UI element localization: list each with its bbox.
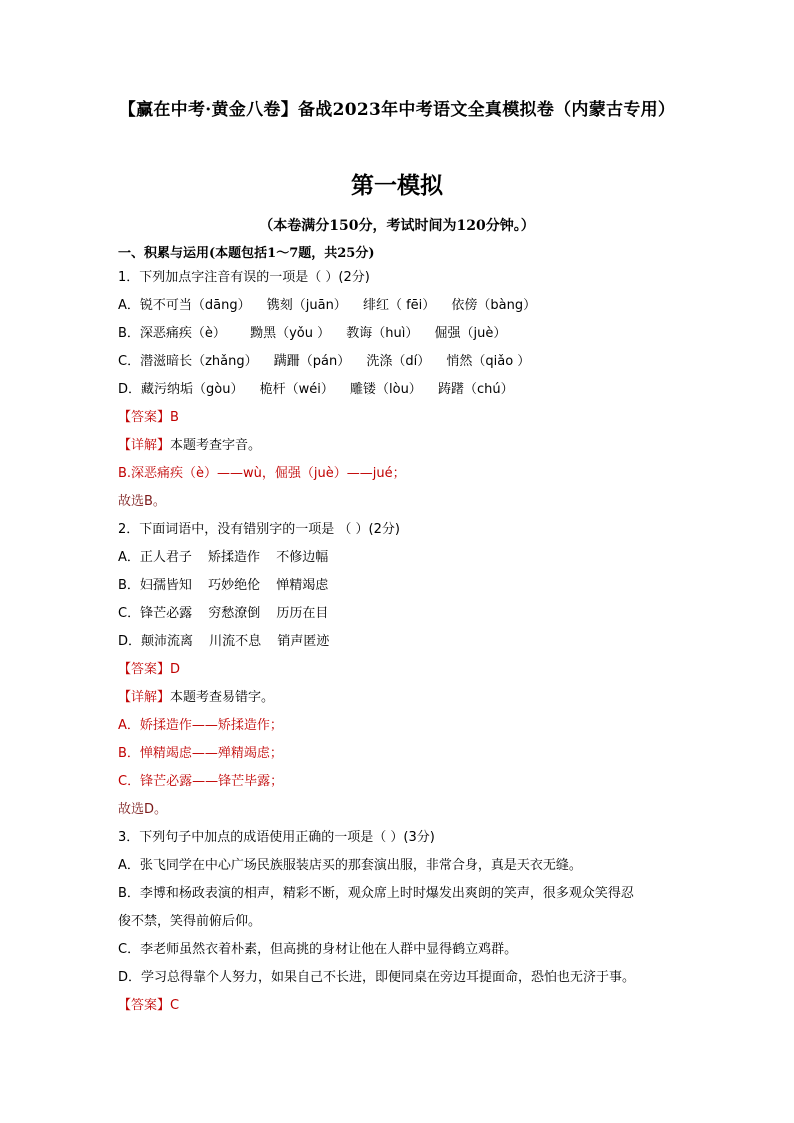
q2-option-a — [118, 544, 680, 572]
q2-a-item-3: 不修边幅 — [276, 550, 329, 565]
q2-c-item-3: 历历在目 — [276, 606, 329, 621]
exam-content — [118, 240, 680, 1020]
q1-detail — [118, 432, 680, 460]
section-title: 一、积累与运用(本题包括1～7题，共25分) — [118, 246, 375, 261]
q2-option-c — [118, 600, 680, 628]
q2-a-item-1: A．正人君子 — [118, 550, 192, 565]
q2-answer — [118, 656, 680, 684]
q1-option-a — [118, 292, 680, 320]
q1-option-b — [118, 320, 680, 348]
q3-option-c: C．李老师虽然衣着朴素，但高挑的身材让他在人群中显得鹤立鸡群。 — [118, 942, 518, 957]
q3-option-b-line2: 俊不禁，笑得前俯后仰。 — [118, 914, 262, 929]
q1-c-item-1: C．潜滋暗长（zhǎng） — [118, 354, 258, 369]
q2-b-item-3: 惮精竭虑 — [276, 578, 329, 593]
q2-d-item-3: 销声匿迹 — [277, 634, 330, 649]
q2-d-item-2: 川流不息 — [209, 634, 262, 649]
q3-answer — [118, 992, 680, 1020]
q2-option-b — [118, 572, 680, 600]
answer-label: 【答案】 — [118, 662, 171, 677]
detail-text: 本题考查易错字。 — [170, 690, 275, 705]
q1-b-item-3: 教诲（huì） — [346, 326, 419, 341]
q1-d-item-4: 踌躇（chú） — [437, 382, 514, 397]
answer-label: 【答案】 — [118, 410, 171, 425]
q2-conclusion: 故选D。 — [118, 802, 168, 817]
q1-c-item-4: 悄然（qiǎo ） — [446, 354, 531, 369]
answer-value: B — [170, 410, 179, 425]
q1-conclusion: 故选B。 — [118, 494, 166, 509]
q1-a-item-4: 依傍（bàng） — [451, 298, 537, 313]
detail-label: 【详解】 — [118, 690, 171, 705]
q2-b-item-2: 巧妙绝伦 — [208, 578, 261, 593]
q1-a-item-3: 绯红（ fēi） — [362, 298, 436, 313]
q2-c-item-1: C．锋芒必露 — [118, 606, 193, 621]
q1-b-item-1: B．深恶痛疾（è） — [118, 326, 226, 341]
q1-a-item-2: 镌刻（juān） — [266, 298, 347, 313]
q2-explanation-c: C．锋芒必露——锋芒毕露； — [118, 774, 284, 789]
q1-b-item-2: 黝黑（yǒu ） — [250, 326, 331, 341]
q2-detail — [118, 684, 680, 712]
answer-value: D — [170, 662, 181, 677]
answer-value: C — [170, 998, 180, 1013]
q1-d-item-2: 桅杆（wéi） — [259, 382, 334, 397]
main-heading: 第一模拟 — [351, 172, 443, 199]
q1-d-item-3: 雕镂（lòu） — [350, 382, 422, 397]
q2-explanation-b: B．惮精竭虑——殚精竭虑； — [118, 746, 283, 761]
q1-c-item-2: 蹒跚（pán） — [273, 354, 351, 369]
detail-label: 【详解】 — [118, 438, 171, 453]
q2-option-d — [118, 628, 680, 656]
q1-explanation: B.深恶痛疾（è）——wù，倔强（juè）——jué； — [118, 466, 406, 481]
q1-answer — [118, 404, 680, 432]
answer-label: 【答案】 — [118, 998, 171, 1013]
exam-subtitle: （本卷满分150分，考试时间为120分钟。） — [259, 218, 535, 234]
q3-stem: 3．下列句子中加点的成语使用正确的一项是（ ）(3分) — [118, 830, 435, 845]
q2-b-item-1: B．妇孺皆知 — [118, 578, 192, 593]
detail-text: 本题考查字音。 — [170, 438, 262, 453]
q1-option-c — [118, 348, 680, 376]
q2-explanation-a: A．娇揉造作——矫揉造作； — [118, 718, 283, 733]
q1-a-item-1: A．锐不可当（dāng） — [118, 298, 251, 313]
q2-stem: 2．下面词语中，没有错别字的一项是 （ ）(2分) — [118, 522, 400, 537]
q3-option-b-line1: B．李博和杨政表演的相声，精彩不断，观众席上时时爆发出爽朗的笑声，很多观众笑得忍 — [118, 886, 634, 901]
q2-c-item-2: 穷愁潦倒 — [208, 606, 261, 621]
q3-option-d: D．学习总得靠个人努力，如果自己不长进，即便同桌在旁边耳提面命，恐怕也无济于事。 — [118, 970, 636, 985]
document-title: 【赢在中考·黄金八卷】备战2023年中考语文全真模拟卷（内蒙古专用） — [118, 100, 676, 120]
q3-option-a: A．张飞同学在中心广场民族服装店买的那套演出服，非常合身，真是天衣无缝。 — [118, 858, 582, 873]
q1-option-d — [118, 376, 680, 404]
q1-stem: 1．下列加点字注音有误的一项是（ ）(2分) — [118, 270, 370, 285]
q2-a-item-2: 矫揉造作 — [208, 550, 261, 565]
q2-d-item-1: D．颠沛流离 — [118, 634, 194, 649]
q1-b-item-4: 倔强（juè） — [434, 326, 507, 341]
q1-d-item-1: D．藏污纳垢（gòu） — [118, 382, 244, 397]
q1-c-item-3: 洗涤（dí） — [366, 354, 431, 369]
